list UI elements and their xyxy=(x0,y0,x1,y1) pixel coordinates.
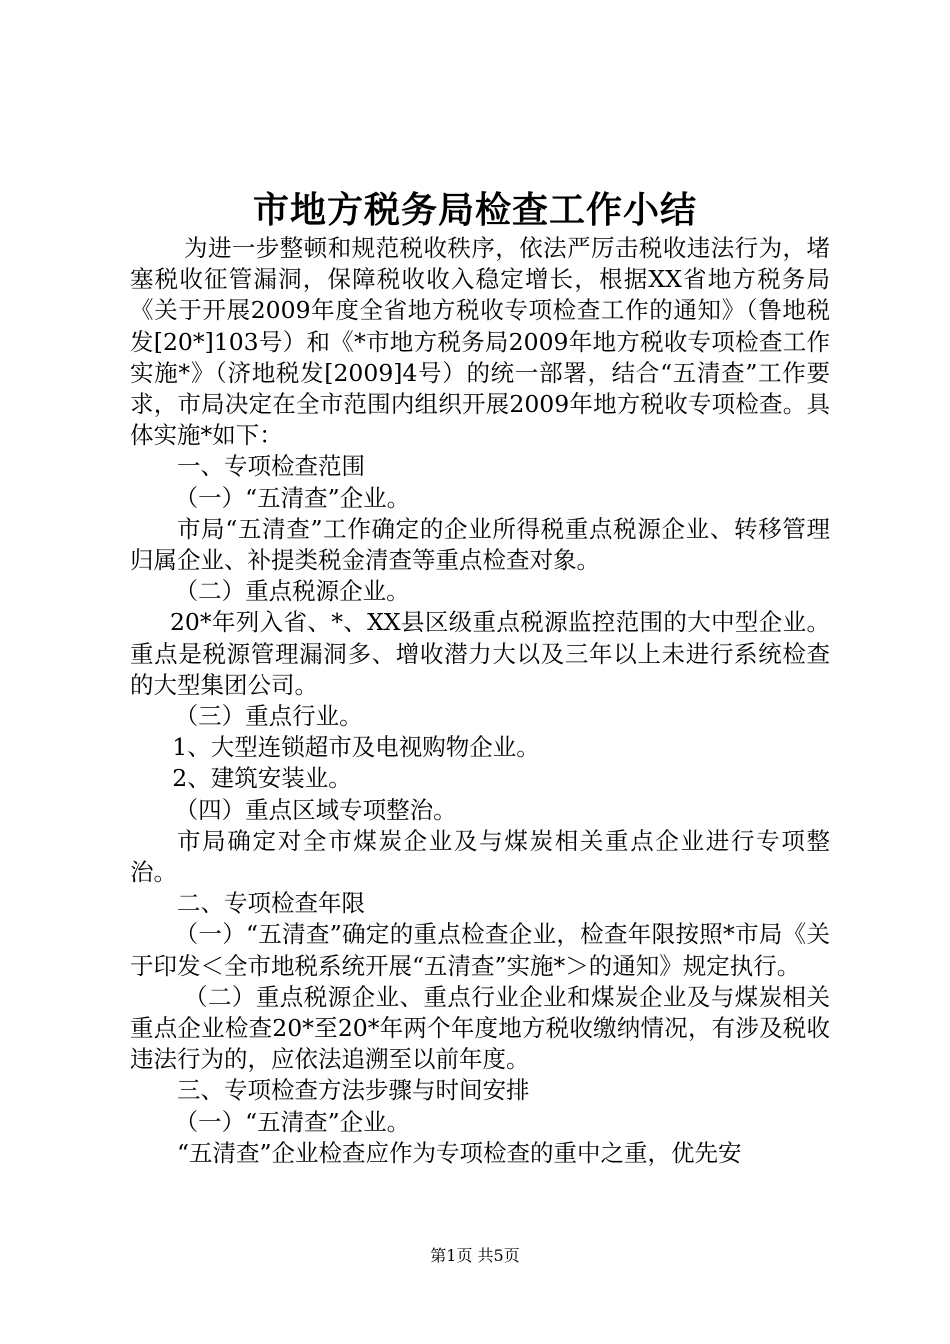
subheading-key-industries: （三）重点行业。 xyxy=(174,702,363,731)
paragraph-period-key-sources: （二）重点税源企业、重点行业企业和煤炭企业及与煤炭相关重点企业检查20*至20*年两个年度地方税收缴纳情况，有涉及税收违法行为的，应依法追溯至以前年度。 xyxy=(130,982,830,1074)
subheading-five-checks: （一）“五清查”企业。 xyxy=(174,483,411,512)
list-item-construction: 2、建筑安装业。 xyxy=(172,764,352,793)
paragraph-intro: 为进一步整顿和规范税收秩序，依法严厉击税收违法行为，堵塞税收征管漏洞，保障税收收入稳定增长，根据XX省地方税务局《关于开展2009年度全省地方税收专项检查工作的通知》（鲁地税发[20*]103号）和《*市地方税务局2009年地方税收专项检查工作实施*》（济地税发[2009]4号）的统一部署，结合“五清查”工作要求，市局决定在全市范围内组织开展2009年地方税收专项检查。具体实施*如下： xyxy=(130,234,830,450)
list-item-supermarkets: 1、大型连锁超市及电视购物企业。 xyxy=(172,733,540,762)
document-title: 市地方税务局检查工作小结 xyxy=(252,189,697,231)
section-heading-period: 二、专项检查年限 xyxy=(177,889,365,918)
section-heading-methods: 三、专项检查方法步骤与时间安排 xyxy=(177,1076,530,1105)
paragraph-methods-five-checks: “五清查”企业检查应作为专项检查的重中之重，优先安 xyxy=(177,1138,742,1167)
subheading-key-sources: （二）重点税源企业。 xyxy=(174,577,410,606)
paragraph-period-five-checks: （一）“五清查”确定的重点检查企业，检查年限按照*市局《关于印发＜全市地税系统开展“五清查”实施*＞的通知》规定执行。 xyxy=(130,920,830,980)
section-heading-scope: 一、专项检查范围 xyxy=(177,452,365,481)
subheading-methods-five-checks: （一）“五清查”企业。 xyxy=(174,1107,411,1136)
page-number: 第1页 共5页 xyxy=(430,1246,520,1265)
paragraph-five-checks: 市局“五清查”工作确定的企业所得税重点税源企业、转移管理归属企业、补提类税金清查等重点检查对象。 xyxy=(130,514,830,575)
paragraph-key-regions: 市局确定对全市煤炭企业及与煤炭相关重点企业进行专项整治。 xyxy=(130,826,830,887)
document-body xyxy=(130,233,830,1169)
subheading-key-regions: （四）重点区域专项整治。 xyxy=(174,795,457,824)
paragraph-key-sources: 20*年列入省、*、XX县区级重点税源监控范围的大中型企业。重点是税源管理漏洞多、增收潜力大以及三年以上未进行系统检查的大型集团公司。 xyxy=(130,608,830,699)
